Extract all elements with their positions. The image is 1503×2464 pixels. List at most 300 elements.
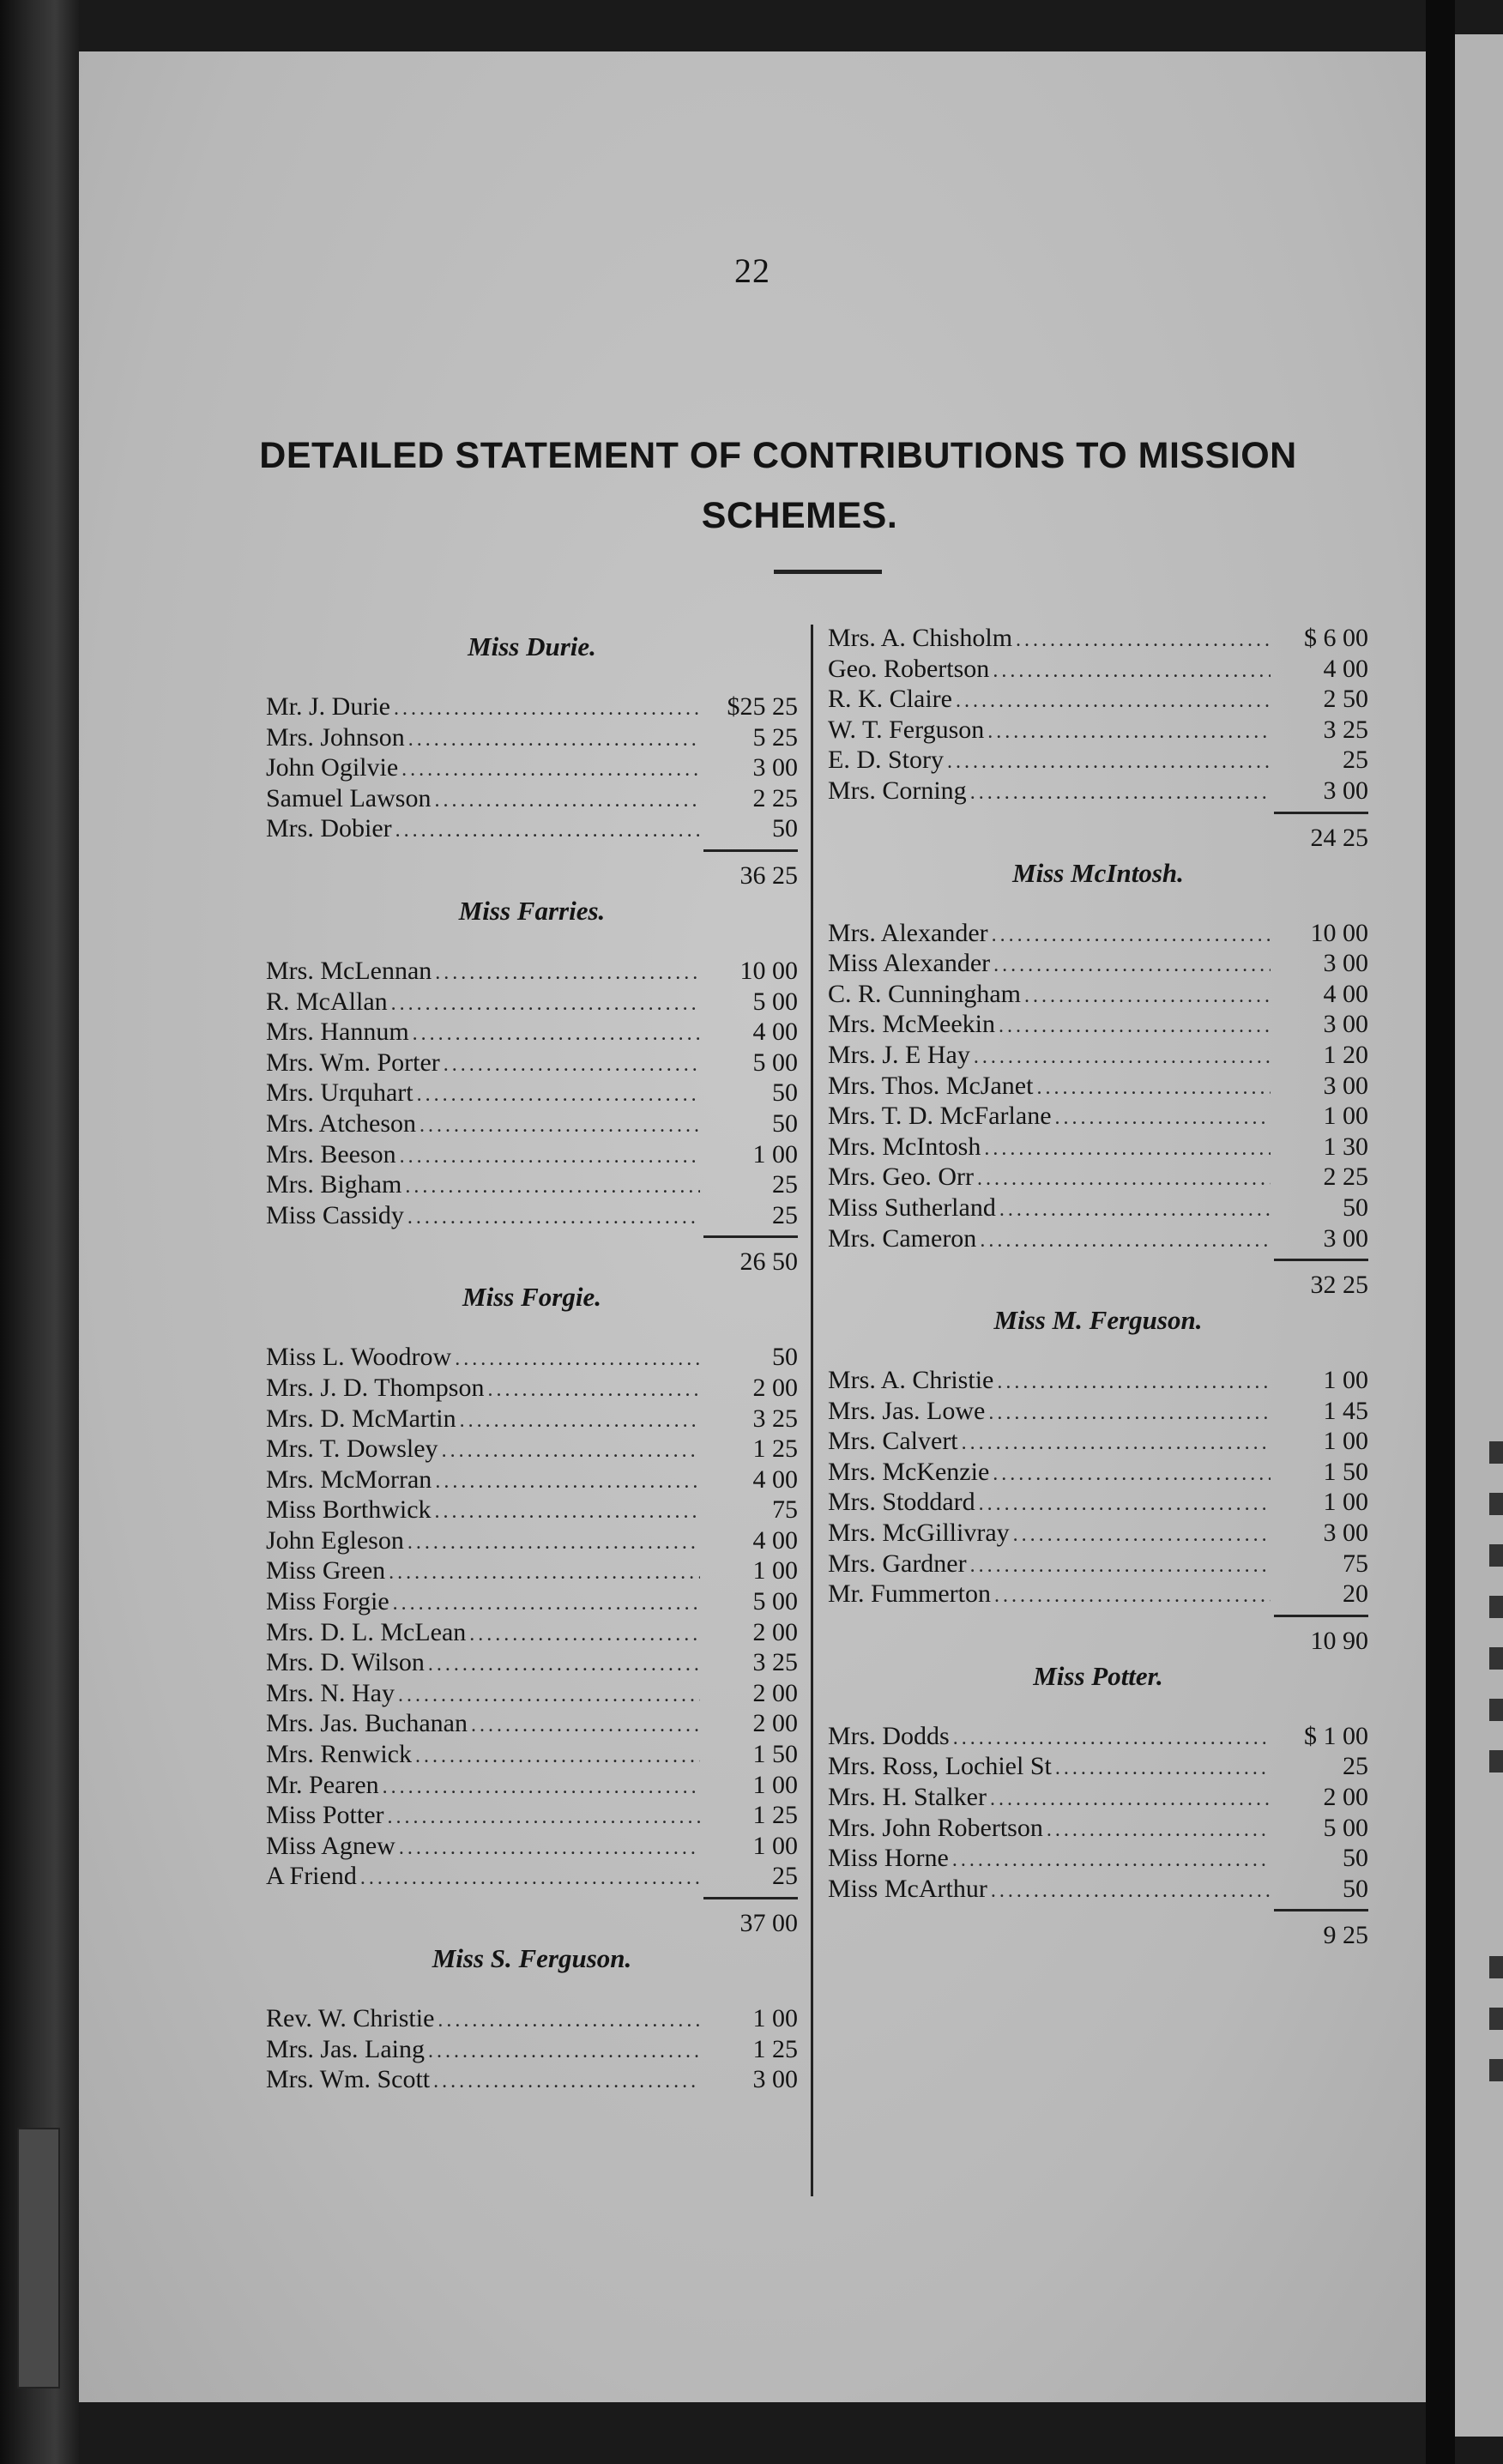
contributor-name: Mrs. McLennan <box>266 956 432 985</box>
leader-dots <box>988 1398 1271 1429</box>
leader-dots <box>953 1724 1271 1754</box>
subtotal-amount: 24 25 <box>1274 812 1368 857</box>
contributor-name: Samuel Lawson <box>266 783 432 812</box>
leader-dots <box>487 1375 700 1406</box>
subtotal-amount: 9 25 <box>1274 1909 1368 1954</box>
contributor-name: Miss Potter <box>266 1801 384 1830</box>
contribution-amount: 1 25 <box>752 2034 798 2063</box>
leader-dots <box>420 1111 700 1142</box>
contributor-name: Mrs. Gardner <box>828 1549 967 1578</box>
group-subtotal <box>828 812 1368 852</box>
leader-dots <box>428 1650 700 1681</box>
contribution-group <box>828 1661 1368 1948</box>
contribution-amount: 1 30 <box>1323 1132 1368 1161</box>
contribution-row <box>266 1200 798 1231</box>
contribution-group <box>266 895 798 1277</box>
contributor-name: Mrs. Corning <box>828 776 967 805</box>
contribution-row <box>828 918 1368 949</box>
contribution-row <box>828 1396 1368 1427</box>
group-heading: Miss Forgie. <box>462 1282 601 1313</box>
contribution-amount: 4 00 <box>752 1525 798 1555</box>
contribution-amount: 1 00 <box>752 1556 798 1585</box>
leader-dots <box>970 1551 1271 1582</box>
contribution-row <box>828 1751 1368 1782</box>
contribution-row <box>266 722 798 753</box>
contribution-amount: 3 25 <box>752 1648 798 1677</box>
contribution-amount: 50 <box>772 814 798 843</box>
contributor-name: Mrs. N. Hay <box>266 1678 395 1707</box>
contributor-name: Mrs. A. Christie <box>828 1366 994 1395</box>
leader-dots <box>1024 981 1271 1012</box>
contributor-name: Miss Borthwick <box>266 1495 432 1525</box>
contributor-name: Mrs. Jas. Laing <box>266 2034 425 2063</box>
contribution-amount: 75 <box>772 1495 798 1525</box>
contribution-amount: 25 <box>772 1200 798 1229</box>
contribution-group <box>828 857 1368 1300</box>
contribution-row <box>828 1549 1368 1579</box>
contribution-amount: 25 <box>772 1170 798 1199</box>
contribution-amount: 1 00 <box>752 1139 798 1169</box>
leader-dots <box>395 816 700 847</box>
page-title <box>79 426 1426 546</box>
contribution-amount: 50 <box>1343 1874 1368 1903</box>
contribution-amount: $ 1 00 <box>1304 1721 1368 1750</box>
contribution-row <box>828 1426 1368 1457</box>
left-column <box>266 623 798 2100</box>
contributor-name: Mrs. McMeekin <box>828 1010 995 1039</box>
leader-dots <box>391 989 700 1020</box>
adjacent-page-edge <box>1455 34 1503 2437</box>
contribution-row <box>828 654 1368 685</box>
contribution-amount: 2 00 <box>752 1617 798 1646</box>
contribution-row <box>266 1617 798 1648</box>
leader-dots <box>979 1489 1271 1520</box>
contributor-name: Mrs. McMorran <box>266 1465 432 1494</box>
leader-dots <box>469 1620 700 1651</box>
contribution-row <box>266 956 798 987</box>
contribution-row <box>266 1169 798 1200</box>
contributor-name: Geo. Robertson <box>828 654 990 683</box>
title-line-1: DETAILED STATEMENT OF CONTRIBUTIONS TO MISSION <box>259 435 1297 476</box>
group-subtotal <box>828 1909 1368 1950</box>
leader-dots <box>993 656 1271 687</box>
contribution-amount: 10 00 <box>739 956 798 985</box>
contributor-name: Mrs. J. E Hay <box>828 1040 970 1069</box>
contributor-name: Mrs. Urquhart <box>266 1078 413 1108</box>
group-heading: Miss M. Ferguson. <box>993 1305 1203 1336</box>
contributor-name: Mrs. John Robertson <box>828 1813 1043 1842</box>
leader-dots <box>999 1012 1271 1042</box>
adjacent-page-mark <box>1489 2059 1503 2081</box>
contributor-name: Mrs. Johnson <box>266 722 405 752</box>
leader-dots <box>993 1459 1271 1490</box>
contribution-amount: 5 00 <box>752 1587 798 1616</box>
adjacent-page-mark <box>1489 1596 1503 1618</box>
contribution-amount: 5 00 <box>1323 1813 1368 1842</box>
contribution-row <box>266 1048 798 1078</box>
leader-dots <box>962 1428 1271 1459</box>
contribution-amount: 3 00 <box>1323 1010 1368 1039</box>
contribution-row <box>266 1434 798 1465</box>
contribution-row <box>266 1586 798 1617</box>
contribution-amount: 3 00 <box>1323 1223 1368 1253</box>
contribution-amount: 2 25 <box>752 783 798 812</box>
leader-dots <box>980 1226 1271 1257</box>
contributor-name: R. K. Claire <box>828 685 952 714</box>
contribution-amount: 25 <box>1343 746 1368 775</box>
contributor-name: Miss Sutherland <box>828 1193 996 1222</box>
contribution-amount: 20 <box>1343 1579 1368 1609</box>
leader-dots <box>990 1785 1271 1815</box>
contribution-amount: 3 00 <box>1323 1519 1368 1548</box>
leader-dots <box>435 1467 700 1498</box>
contribution-amount: 4 00 <box>1323 979 1368 1008</box>
contribution-amount: $ 6 00 <box>1304 624 1368 652</box>
contributor-name: Mrs. Calvert <box>828 1427 958 1456</box>
contribution-row <box>266 783 798 814</box>
leader-dots <box>471 1711 700 1742</box>
group-heading: Miss McIntosh. <box>1012 857 1184 888</box>
adjacent-page-mark <box>1489 1441 1503 1464</box>
group-heading: Miss Potter. <box>1033 1660 1163 1691</box>
leader-dots <box>1055 1103 1271 1134</box>
contribution-row <box>828 1132 1368 1163</box>
adjacent-page-mark <box>1489 1544 1503 1567</box>
contributor-name: Mrs. A. Chisholm <box>828 624 1013 652</box>
adjacent-page-mark <box>1489 1647 1503 1670</box>
contribution-row <box>828 1009 1368 1040</box>
group-subtotal <box>266 849 798 890</box>
contribution-amount: 50 <box>772 1108 798 1138</box>
contribution-row <box>828 1843 1368 1874</box>
contribution-group <box>266 631 798 890</box>
document-page <box>79 51 1426 2402</box>
leader-dots <box>434 786 700 817</box>
subtotal-amount: 37 00 <box>703 1897 798 1942</box>
contributor-name: Mr. Fummerton <box>828 1579 992 1609</box>
contribution-amount: 2 00 <box>752 1709 798 1738</box>
contributor-name: Mrs. H. Stalker <box>828 1783 987 1812</box>
contribution-row <box>828 1457 1368 1488</box>
contribution-amount: 4 00 <box>752 1465 798 1494</box>
leader-dots <box>398 1681 700 1712</box>
contribution-row <box>266 1678 798 1709</box>
leader-dots <box>393 1589 700 1620</box>
contribution-row <box>828 776 1368 806</box>
leader-dots <box>1055 1754 1271 1785</box>
adjacent-page-mark <box>1489 1493 1503 1515</box>
contributor-name: C. R. Cunningham <box>828 979 1022 1008</box>
leader-dots <box>1036 1073 1271 1104</box>
contributor-name: Mrs. Cameron <box>828 1223 977 1253</box>
contribution-row <box>828 1487 1368 1518</box>
contribution-amount: 5 25 <box>752 722 798 752</box>
group-subtotal <box>266 1897 798 1935</box>
group-heading: Miss Farries. <box>458 895 606 926</box>
contribution-row <box>828 1579 1368 1609</box>
contribution-amount: 3 00 <box>1323 1071 1368 1100</box>
contribution-amount: 3 25 <box>752 1404 798 1433</box>
contribution-row <box>828 1518 1368 1549</box>
contribution-row <box>266 1465 798 1495</box>
leader-dots <box>994 1581 1271 1612</box>
contribution-amount: 1 00 <box>752 2004 798 2032</box>
leader-dots <box>977 1164 1271 1195</box>
contributor-name: Mrs. Ross, Lochiel St <box>828 1752 1052 1781</box>
column-divider <box>811 625 813 2196</box>
leader-dots <box>399 1833 700 1864</box>
contributor-name: Miss L. Woodrow <box>266 1343 452 1372</box>
contributor-name: Mr. J. Durie <box>266 692 390 721</box>
contributor-name: Miss Cassidy <box>266 1200 404 1229</box>
contributor-name: Mrs. Beeson <box>266 1139 396 1169</box>
contribution-row <box>266 752 798 783</box>
contribution-amount: 1 00 <box>1323 1488 1368 1517</box>
leader-dots <box>383 1773 700 1803</box>
leader-dots <box>987 717 1271 748</box>
contributor-name: Mrs. D. L. McLean <box>266 1617 467 1646</box>
right-column <box>828 623 1368 1952</box>
leader-dots <box>435 1497 700 1528</box>
leader-dots <box>407 1203 700 1234</box>
contribution-row <box>828 1162 1368 1193</box>
contribution-amount: 4 00 <box>1323 654 1368 683</box>
contributor-name: John Ogilvie <box>266 753 399 782</box>
contributor-name: Mrs. Jas. Buchanan <box>266 1709 468 1738</box>
contribution-group <box>828 1305 1368 1655</box>
contribution-amount: 3 00 <box>1323 776 1368 805</box>
leader-dots <box>400 1142 700 1173</box>
contributor-name: Miss Horne <box>828 1844 949 1873</box>
leader-dots <box>992 921 1271 951</box>
contribution-row <box>266 1525 798 1556</box>
contribution-row <box>828 1782 1368 1813</box>
adjacent-page-mark <box>1489 1750 1503 1773</box>
contribution-amount: 2 00 <box>752 1678 798 1707</box>
contributor-name: Miss Green <box>266 1556 386 1585</box>
leader-dots <box>415 1742 700 1773</box>
contribution-amount: 1 45 <box>1323 1396 1368 1425</box>
group-subtotal <box>828 1615 1368 1655</box>
contribution-amount: 3 00 <box>752 753 798 782</box>
leader-dots <box>438 2006 700 2037</box>
binding-strip <box>17 2128 60 2389</box>
leader-dots <box>417 1080 700 1111</box>
contribution-amount: 5 00 <box>752 1048 798 1077</box>
contributor-name: Mrs. D. Wilson <box>266 1648 425 1677</box>
contributor-name: Mrs. Alexander <box>828 918 988 947</box>
contributor-name: Mrs. McKenzie <box>828 1457 990 1486</box>
leader-dots <box>413 1019 700 1050</box>
contributor-name: Rev. W. Christie <box>266 2004 435 2032</box>
contribution-amount: 1 25 <box>752 1434 798 1464</box>
contribution-row <box>266 1831 798 1862</box>
contributor-name: Mr. Pearen <box>266 1770 379 1799</box>
contribution-row <box>828 1193 1368 1223</box>
contributor-name: Mrs. D. McMartin <box>266 1404 456 1433</box>
contribution-row <box>266 813 798 844</box>
leader-dots <box>984 1134 1271 1165</box>
contribution-row <box>828 623 1368 654</box>
leader-dots <box>997 1368 1271 1398</box>
contributor-name: Mrs. T. Dowsley <box>266 1434 438 1464</box>
contribution-amount: 1 50 <box>1323 1457 1368 1486</box>
contribution-amount: 2 25 <box>1323 1163 1368 1192</box>
contribution-row <box>266 1800 798 1831</box>
contributor-name: Mrs. Dodds <box>828 1721 950 1750</box>
adjacent-page-mark <box>1489 1956 1503 1978</box>
contribution-amount: 5 00 <box>752 987 798 1016</box>
contribution-row <box>828 1813 1368 1844</box>
leader-dots <box>970 778 1271 809</box>
subtotal-amount: 32 25 <box>1274 1259 1368 1304</box>
leader-dots <box>442 1436 700 1467</box>
contribution-row <box>266 1108 798 1139</box>
contributor-name: E. D. Story <box>828 746 944 775</box>
contribution-amount: 50 <box>772 1078 798 1108</box>
group-heading: Miss S. Ferguson. <box>432 1943 632 1973</box>
contribution-amount: 3 25 <box>1323 715 1368 744</box>
leader-dots <box>956 686 1271 717</box>
contributor-name: Mrs. Hannum <box>266 1018 409 1047</box>
contributor-name: Mrs. McIntosh <box>828 1132 981 1161</box>
leader-dots <box>455 1344 700 1375</box>
contribution-row <box>828 1223 1368 1254</box>
group-subtotal <box>828 1259 1368 1300</box>
contribution-row <box>828 1071 1368 1102</box>
contribution-row <box>266 1373 798 1404</box>
contribution-row <box>266 987 798 1018</box>
contributor-name: Mrs. J. D. Thompson <box>266 1373 485 1402</box>
contributor-name: A Friend <box>266 1862 357 1891</box>
contribution-amount: 1 20 <box>1323 1040 1368 1069</box>
contributor-name: Miss Agnew <box>266 1831 395 1860</box>
contributor-name: Mrs. Geo. Orr <box>828 1163 974 1192</box>
contribution-amount: 1 00 <box>752 1770 798 1799</box>
contributor-name: Mrs. McGillivray <box>828 1519 1010 1548</box>
leader-dots <box>401 755 700 786</box>
contribution-group <box>266 1943 798 2095</box>
contribution-row <box>828 979 1368 1010</box>
contribution-row <box>828 745 1368 776</box>
contribution-amount: 50 <box>772 1343 798 1372</box>
adjacent-page-mark <box>1489 2008 1503 2030</box>
leader-dots <box>947 747 1271 778</box>
contribution-row <box>266 1770 798 1801</box>
contributor-name: Mrs. T. D. McFarlane <box>828 1102 1052 1131</box>
contribution-group <box>266 1282 798 1935</box>
contribution-row <box>266 1342 798 1373</box>
contribution-amount: 50 <box>1343 1193 1368 1222</box>
leader-dots <box>433 2067 700 2098</box>
leader-dots <box>460 1406 700 1437</box>
leader-dots <box>405 1172 700 1203</box>
contribution-row <box>266 1139 798 1170</box>
leader-dots <box>952 1845 1271 1876</box>
contribution-amount: 10 00 <box>1310 918 1368 947</box>
contribution-row <box>266 1495 798 1525</box>
contribution-amount: 1 25 <box>752 1801 798 1830</box>
leader-dots <box>360 1863 700 1894</box>
contributor-name: Mrs. Wm. Porter <box>266 1048 440 1077</box>
contributor-name: Mrs. Stoddard <box>828 1488 975 1517</box>
contribution-row <box>266 1647 798 1678</box>
contributor-name: Mrs. Wm. Scott <box>266 2065 431 2094</box>
subtotal-amount: 10 90 <box>1274 1615 1368 1660</box>
contribution-row <box>266 1739 798 1770</box>
leader-dots <box>444 1050 700 1081</box>
group-subtotal <box>266 1235 798 1277</box>
contribution-amount: 3 00 <box>752 2065 798 2094</box>
leader-dots <box>394 694 700 725</box>
leader-dots <box>993 951 1271 981</box>
contribution-amount: 4 00 <box>752 1018 798 1047</box>
leader-dots <box>1013 1520 1271 1551</box>
leader-dots <box>1016 625 1271 656</box>
contribution-amount: 1 00 <box>1323 1427 1368 1456</box>
contribution-row <box>828 715 1368 746</box>
contribution-row <box>828 1874 1368 1905</box>
page-number: 22 <box>734 251 770 290</box>
contribution-row <box>266 691 798 722</box>
contributor-name: Mrs. Atcheson <box>266 1108 416 1138</box>
leader-dots <box>991 1876 1271 1907</box>
adjacent-page-mark <box>1489 1699 1503 1721</box>
contribution-amount: $25 25 <box>727 692 798 721</box>
contributor-name: Mrs. Bigham <box>266 1170 402 1199</box>
contribution-row <box>828 684 1368 715</box>
title-rule <box>774 570 882 574</box>
leader-dots <box>435 958 700 989</box>
title-line-2: SCHEMES. <box>701 495 898 536</box>
contribution-amount: 3 00 <box>1323 949 1368 978</box>
leader-dots <box>1047 1815 1271 1846</box>
contributor-name: Mrs. Jas. Lowe <box>828 1396 986 1425</box>
contributor-name: Mrs. Dobier <box>266 814 392 843</box>
contribution-row <box>266 1078 798 1108</box>
contribution-amount: 25 <box>1343 1752 1368 1781</box>
contribution-amount: 2 50 <box>1323 685 1368 714</box>
contribution-amount: 2 00 <box>1323 1783 1368 1812</box>
leader-dots <box>408 725 700 756</box>
subtotal-amount: 36 25 <box>703 849 798 895</box>
contributor-name: Miss Alexander <box>828 949 991 978</box>
contribution-amount: 1 00 <box>1323 1366 1368 1395</box>
contribution-row <box>266 1555 798 1586</box>
contributor-name: R. McAllan <box>266 987 388 1016</box>
contribution-amount: 75 <box>1343 1549 1368 1578</box>
contribution-row <box>266 2003 798 2034</box>
page-gutter <box>1426 0 1455 2464</box>
leader-dots <box>388 1803 700 1833</box>
contributor-name: Miss Forgie <box>266 1587 389 1616</box>
contribution-row <box>828 1721 1368 1752</box>
book-binding <box>0 0 79 2464</box>
leader-dots <box>999 1195 1271 1226</box>
contribution-amount: 1 00 <box>1323 1102 1368 1131</box>
subtotal-amount: 26 50 <box>703 1235 798 1281</box>
contribution-row <box>828 1040 1368 1071</box>
contribution-amount: 1 50 <box>752 1740 798 1769</box>
contribution-row <box>266 2034 798 2065</box>
contribution-group <box>828 623 1368 852</box>
contribution-row <box>266 1017 798 1048</box>
contribution-amount: 1 00 <box>752 1831 798 1860</box>
contribution-amount: 50 <box>1343 1844 1368 1873</box>
contribution-row <box>828 1101 1368 1132</box>
group-heading: Miss Durie. <box>468 631 596 661</box>
contribution-amount: 2 00 <box>752 1373 798 1402</box>
